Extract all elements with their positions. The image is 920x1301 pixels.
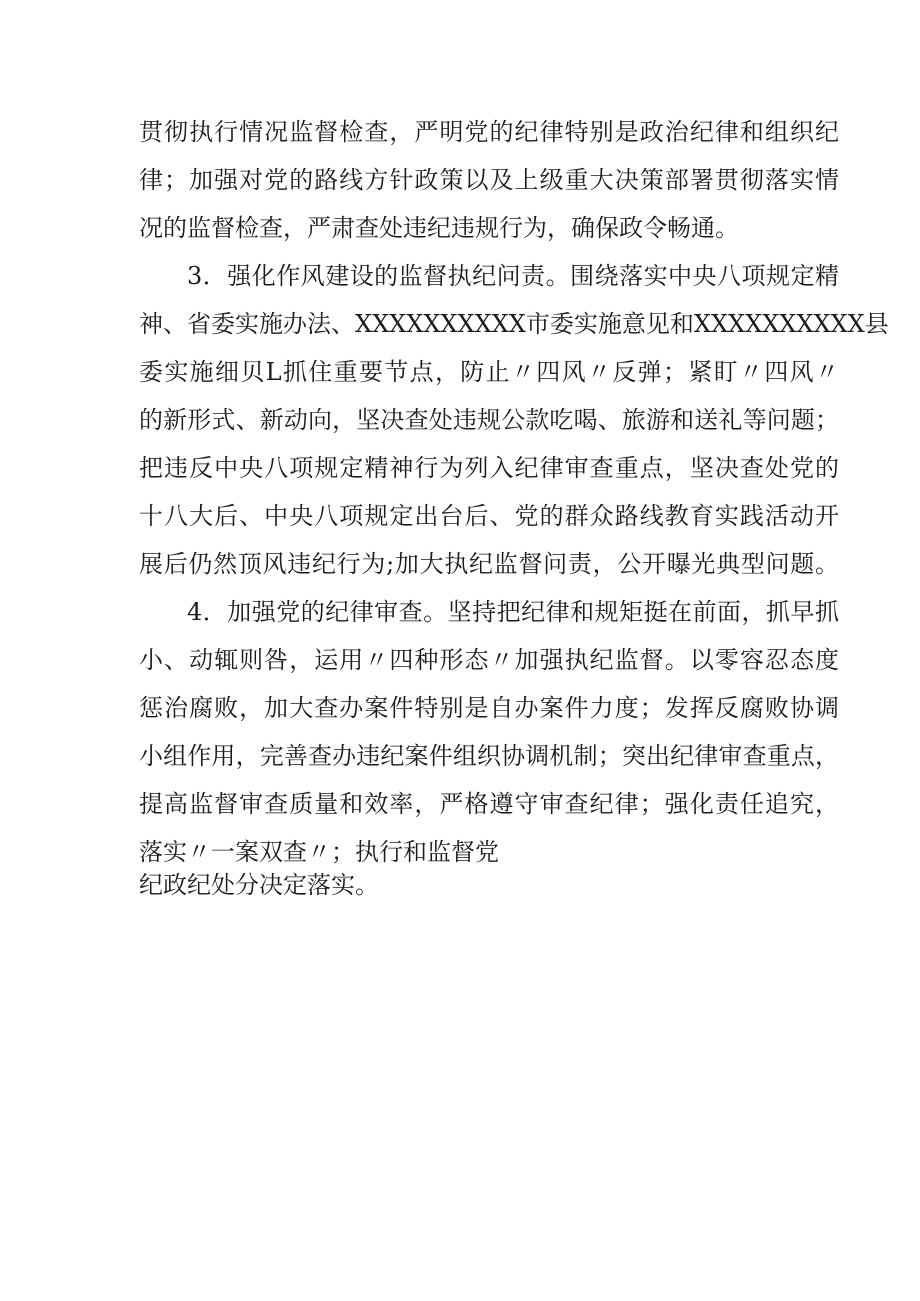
- text-line: 神、省委实施办法、XXXXXXXXXX市委实施意见和XXXXXXXXXX县: [139, 310, 889, 338]
- text-line: 的新形式、新动向，坚决查处违规公款吃喝、旅游和送礼等问题；: [139, 406, 839, 434]
- text-line: 小、动辄则咎，运用〃四种形态〃加强执纪监督。以零容忍态度: [139, 646, 839, 674]
- text-line: 况的监督检查，严肃查处违纪违规行为，确保政令畅通。: [139, 214, 739, 242]
- text-line: 小组作用，完善查办违纪案件组织协调机制；突出纪律审查重点，: [139, 742, 839, 770]
- text-line: 贯彻执行情况监督检查，严明党的纪律特别是政治纪律和组织纪: [139, 118, 839, 146]
- body-text: [139, 108, 889, 900]
- section-4-heading-line: 4．加强党的纪律审查。坚持把纪律和规矩挺在前面，抓早抓: [187, 598, 839, 626]
- text-line: 十八大后、中央八项规定出台后、党的群众路线教育实践活动开: [139, 502, 839, 530]
- section-3-heading-line: 3．强化作风建设的监督执纪问责。围绕落实中央八项规定精: [187, 262, 839, 290]
- text-line: 惩治腐败，加大查办案件特别是自办案件力度；发挥反腐败协调: [139, 694, 839, 722]
- text-line: 展后仍然顶风违纪行为;加大执纪监督问责，公开曝光典型问题。: [139, 550, 839, 578]
- text-line: 纪政纪处分决定落实。: [139, 871, 379, 899]
- text-line: 委实施细贝L抓住重要节点，防止〃四风〃反弹；紧盯〃四风〃: [139, 358, 839, 386]
- text-line: 提高监督审查质量和效率，严格遵守审查纪律；强化责任追究，: [139, 790, 839, 818]
- text-line: 落实〃一案双查〃；执行和监督党: [139, 838, 499, 866]
- text-line: 把违反中央八项规定精神行为列入纪律审查重点，坚决查处党的: [139, 454, 839, 482]
- text-line: 律；加强对党的路线方针政策以及上级重大决策部署贯彻落实情: [139, 166, 839, 194]
